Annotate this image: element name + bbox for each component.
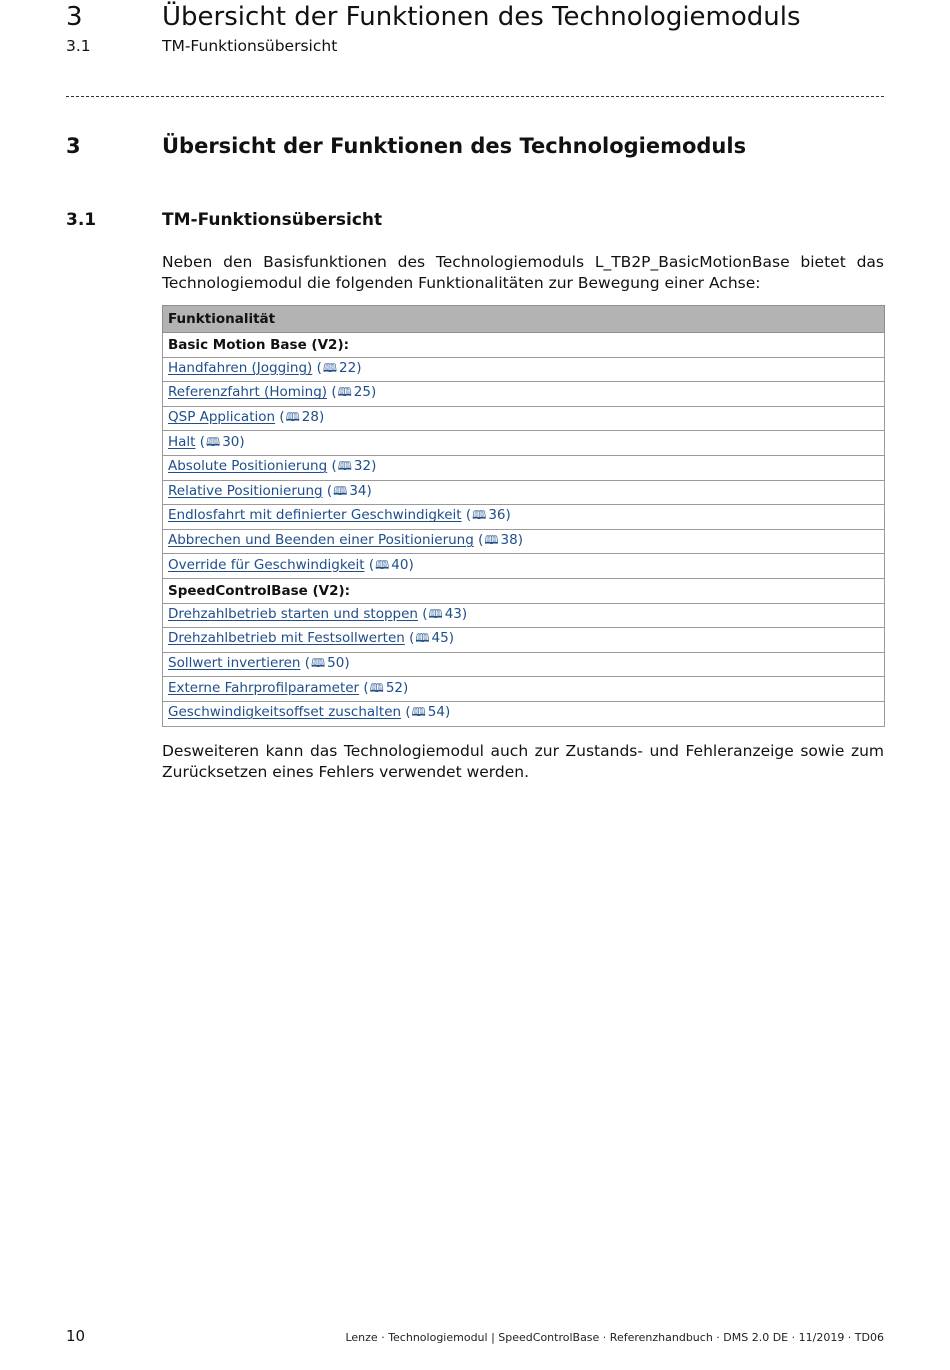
function-link[interactable]: Drehzahlbetrieb mit Festsollwerten bbox=[168, 630, 405, 647]
page-reference[interactable]: 52 bbox=[385, 679, 404, 696]
book-icon: 🕮 bbox=[415, 631, 430, 646]
chapter-title: Übersicht der Funktionen des Technologiemoduls bbox=[162, 134, 747, 158]
page-reference[interactable]: 54 bbox=[427, 704, 445, 721]
header-chapter-number: 3 bbox=[66, 2, 83, 32]
table-group-row bbox=[163, 333, 885, 358]
function-link[interactable]: Handfahren (Jogging) bbox=[168, 359, 313, 376]
function-cell: Externe Fahrprofilparameter (🕮 52) bbox=[163, 677, 885, 702]
section-title: TM-Funktionsübersicht bbox=[162, 210, 383, 230]
book-icon: 🕮 bbox=[428, 606, 443, 621]
header-section-number: 3.1 bbox=[66, 37, 91, 55]
function-link[interactable]: QSP Application bbox=[168, 409, 276, 426]
function-cell: Halt (🕮 30) bbox=[163, 431, 885, 456]
function-cell: Referenzfahrt (Homing) (🕮 25) bbox=[163, 382, 885, 407]
function-cell: Abbrechen und Beenden einer Positionierung (🕮 38) bbox=[163, 529, 885, 554]
table-row bbox=[163, 455, 885, 480]
function-link[interactable]: Endlosfahrt mit definierter Geschwindigkeit bbox=[168, 507, 462, 524]
intro-paragraph: Neben den Basisfunktionen des Technologiemoduls L_TB2P_BasicMotionBase bietet das Technologiemodul die folgenden Funktionalitäten zur Bewegung einer Achse: bbox=[162, 253, 884, 292]
outro-paragraph: Desweiteren kann das Technologiemodul auch zur Zustands- und Fehleranzeige sowie zum Zurücksetzen eines Fehlers verwendet werden. bbox=[162, 742, 884, 781]
book-icon: 🕮 bbox=[337, 385, 352, 400]
footer-page-number: 10 bbox=[66, 1327, 86, 1345]
table-row bbox=[163, 701, 885, 726]
page-reference[interactable]: 45 bbox=[431, 630, 449, 647]
function-link[interactable]: Externe Fahrprofilparameter bbox=[168, 679, 360, 696]
page-reference[interactable]: 36 bbox=[488, 507, 506, 524]
book-icon: 🕮 bbox=[206, 434, 221, 449]
function-cell: Absolute Positionierung (🕮 32) bbox=[163, 455, 885, 480]
page-reference[interactable]: 50 bbox=[327, 655, 345, 672]
function-link[interactable]: Absolute Positionierung bbox=[168, 458, 328, 475]
group-title: Basic Motion Base (V2): bbox=[163, 333, 885, 358]
function-table bbox=[162, 305, 885, 727]
page-reference[interactable]: 34 bbox=[349, 482, 367, 499]
function-cell: Relative Positionierung (🕮 34) bbox=[163, 480, 885, 505]
table-row bbox=[163, 628, 885, 653]
book-icon: 🕮 bbox=[337, 459, 352, 474]
function-cell: Override für Geschwindigkeit (🕮 40) bbox=[163, 554, 885, 579]
page-reference[interactable]: 38 bbox=[500, 532, 518, 549]
table-row bbox=[163, 357, 885, 382]
function-cell: Geschwindigkeitsoffset zuschalten (🕮 54) bbox=[163, 701, 885, 726]
table-row bbox=[163, 505, 885, 530]
page-reference[interactable]: 30 bbox=[222, 433, 240, 450]
book-icon: 🕮 bbox=[322, 360, 338, 375]
table-row bbox=[163, 652, 885, 677]
footer-text: Lenze · Technologiemodul | SpeedControlBase · Referenzhandbuch · DMS 2.0 DE · 11/2019 · TD06 bbox=[345, 1331, 884, 1344]
function-link[interactable]: Sollwert invertieren bbox=[168, 655, 301, 672]
group-title: SpeedControlBase (V2): bbox=[163, 578, 885, 603]
table-row bbox=[163, 603, 885, 628]
table-row bbox=[163, 529, 885, 554]
function-link[interactable]: Geschwindigkeitsoffset zuschalten bbox=[168, 704, 402, 721]
page-reference[interactable]: 25 bbox=[353, 384, 371, 401]
table-group-row bbox=[163, 578, 885, 603]
book-icon: 🕮 bbox=[369, 680, 384, 695]
function-link[interactable]: Relative Positionierung bbox=[168, 482, 323, 499]
function-cell: Endlosfahrt mit definierter Geschwindigkeit (🕮 36) bbox=[163, 505, 885, 530]
function-cell: Handfahren (Jogging) (🕮 22) bbox=[163, 357, 885, 382]
function-cell: QSP Application (🕮 28) bbox=[163, 406, 885, 431]
function-link[interactable]: Referenzfahrt (Homing) bbox=[168, 384, 328, 401]
chapter-number: 3 bbox=[66, 134, 81, 158]
function-link[interactable]: Halt bbox=[168, 433, 196, 450]
table-row bbox=[163, 480, 885, 505]
page-reference[interactable]: 40 bbox=[391, 556, 409, 573]
book-icon: 🕮 bbox=[472, 508, 487, 523]
book-icon: 🕮 bbox=[411, 705, 426, 720]
function-cell: Sollwert invertieren (🕮 50) bbox=[163, 652, 885, 677]
header-section-title: TM-Funktionsübersicht bbox=[162, 37, 338, 55]
table-row bbox=[163, 554, 885, 579]
header-divider bbox=[66, 96, 884, 97]
page-reference[interactable]: 32 bbox=[353, 458, 372, 475]
book-icon: 🕮 bbox=[311, 656, 326, 671]
table-row bbox=[163, 406, 885, 431]
book-icon: 🕮 bbox=[285, 410, 300, 425]
book-icon: 🕮 bbox=[484, 533, 499, 548]
page-reference[interactable]: 22 bbox=[339, 359, 357, 376]
book-icon: 🕮 bbox=[333, 483, 348, 498]
function-cell: Drehzahlbetrieb mit Festsollwerten (🕮 45) bbox=[163, 628, 885, 653]
header-chapter-title: Übersicht der Funktionen des Technologiemoduls bbox=[162, 2, 801, 32]
function-cell: Drehzahlbetrieb starten und stoppen (🕮 43) bbox=[163, 603, 885, 628]
table-body bbox=[163, 333, 885, 727]
section-number: 3.1 bbox=[66, 210, 97, 230]
function-link[interactable]: Override für Geschwindigkeit bbox=[168, 556, 365, 573]
function-link[interactable]: Abbrechen und Beenden einer Positionierung bbox=[168, 532, 474, 549]
page-reference[interactable]: 43 bbox=[444, 605, 462, 622]
table-row bbox=[163, 382, 885, 407]
function-link[interactable]: Drehzahlbetrieb starten und stoppen bbox=[168, 605, 418, 622]
table-row bbox=[163, 431, 885, 456]
book-icon: 🕮 bbox=[375, 557, 390, 572]
table-header: Funktionalität bbox=[163, 306, 885, 333]
table-row bbox=[163, 677, 885, 702]
page-reference[interactable]: 28 bbox=[301, 409, 319, 426]
